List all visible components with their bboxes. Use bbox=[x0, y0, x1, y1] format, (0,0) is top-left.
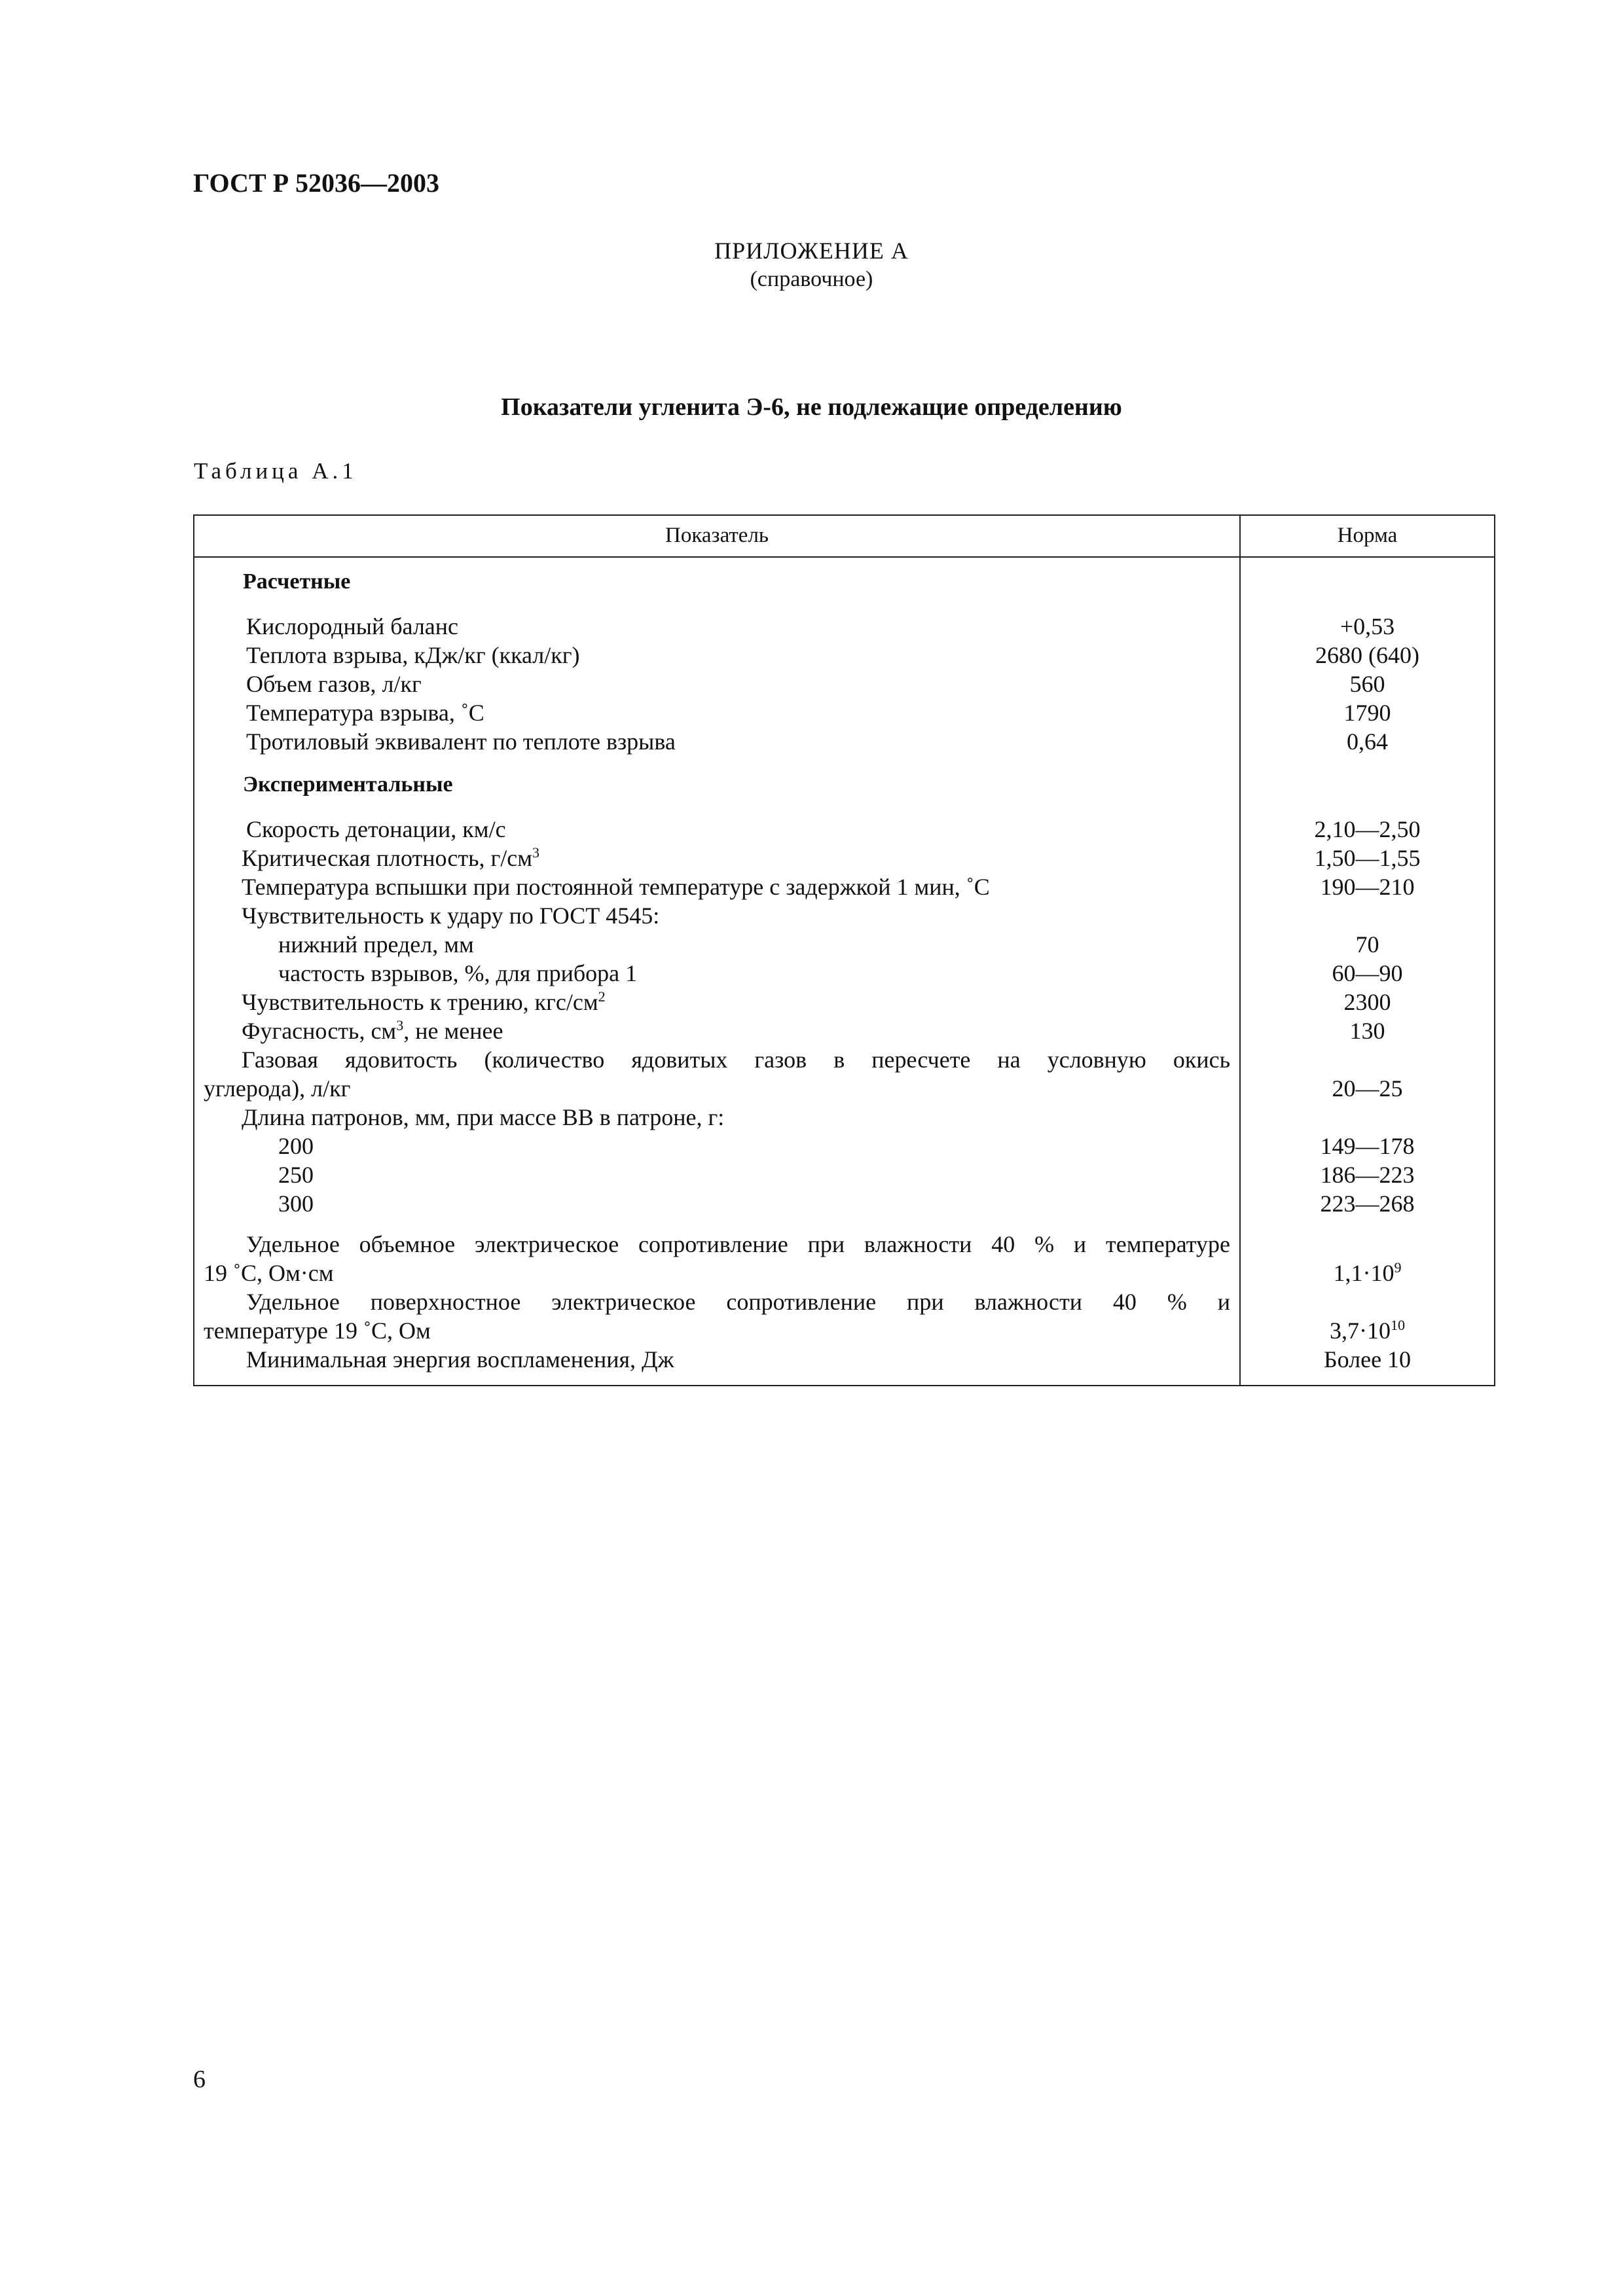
row-label: Кислородный баланс bbox=[246, 613, 459, 639]
row-value: 20—25 bbox=[1332, 1075, 1403, 1102]
column-header-indicator: Показатель bbox=[665, 524, 769, 547]
page-title: Показатели угленита Э-6, не подлежащие определению bbox=[501, 393, 1122, 421]
row-label: Газовая ядовитость (количество ядовитых газов в пересчете на условную окись bbox=[242, 1047, 1230, 1073]
row-label: Тротиловый эквивалент по теплоте взрыва bbox=[246, 728, 676, 755]
row-label: Удельное объемное электрическое сопротивление при влажности 40 % и температуре bbox=[246, 1231, 1230, 1257]
table-label: Таблица А.1 bbox=[194, 458, 357, 484]
row-value: 0,64 bbox=[1347, 728, 1388, 755]
row-label: Температура взрыва, ˚С bbox=[246, 700, 484, 726]
row-value: 2,10—2,50 bbox=[1314, 816, 1421, 842]
row-value: 130 bbox=[1349, 1018, 1385, 1044]
row-label: частость взрывов, %, для прибора 1 bbox=[278, 960, 638, 986]
row-value: $1,1\cdot 10^9$ bbox=[1333, 1259, 1402, 1286]
row-label: температуре 19 ˚С, Ом bbox=[204, 1318, 431, 1344]
row-label: Фугасность, $см^3$, не менее bbox=[242, 1017, 503, 1044]
row-label: Температура вспышки при постоянной температуре с задержкой 1 мин, ˚С bbox=[242, 874, 990, 900]
row-value: $3,7\cdot 10^{10}$ bbox=[1330, 1317, 1405, 1344]
row-value: 1790 bbox=[1343, 700, 1391, 726]
row-label: Скорость детонации, км/с bbox=[246, 816, 506, 842]
row-label: Теплота взрыва, кДж/кг (ккал/кг) bbox=[246, 642, 580, 668]
row-label: Критическая плотность, $г/см^3$ bbox=[242, 844, 540, 871]
row-value: 186—223 bbox=[1320, 1162, 1415, 1188]
row-value: 1,50—1,55 bbox=[1314, 845, 1421, 871]
section-heading-experimental: Экспериментальные bbox=[243, 772, 453, 797]
header-divider bbox=[194, 556, 1494, 558]
row-label: 300 bbox=[278, 1191, 314, 1217]
row-value: 190—210 bbox=[1320, 874, 1415, 900]
row-value: 70 bbox=[1355, 931, 1379, 958]
row-value: 60—90 bbox=[1332, 960, 1403, 986]
appendix-title: ПРИЛОЖЕНИЕ А bbox=[714, 238, 909, 264]
column-header-norm: Норма bbox=[1337, 524, 1398, 547]
row-label: Чувствительность к удару по ГОСТ 4545: bbox=[242, 903, 660, 929]
document-code: ГОСТ Р 52036—2003 bbox=[193, 168, 440, 198]
row-label: углерода), л/кг bbox=[204, 1075, 351, 1102]
row-value: 149—178 bbox=[1320, 1133, 1415, 1159]
row-label: Длина патронов, мм, при массе ВВ в патроне, г: bbox=[242, 1104, 725, 1130]
row-label: 250 bbox=[278, 1162, 314, 1188]
row-label: Объем газов, л/кг bbox=[246, 671, 422, 697]
row-value: 560 bbox=[1349, 671, 1385, 697]
section-heading-calculated: Расчетные bbox=[243, 569, 351, 594]
row-label: 200 bbox=[278, 1133, 314, 1159]
row-value: 223—268 bbox=[1320, 1191, 1415, 1217]
row-value: +0,53 bbox=[1340, 613, 1395, 639]
row-label: Чувствительность к трению, кгс/$см^2$ bbox=[242, 988, 606, 1015]
row-label: Удельное поверхностное электрическое сопротивление при влажности 40 % и bbox=[246, 1289, 1230, 1315]
indicators-table bbox=[193, 514, 1495, 1386]
row-label: нижний предел, мм bbox=[278, 931, 474, 958]
row-value: 2680 (640) bbox=[1315, 642, 1419, 668]
page-number: 6 bbox=[193, 2066, 206, 2093]
row-label: Минимальная энергия воспламенения, Дж bbox=[246, 1346, 674, 1372]
appendix-note: (справочное) bbox=[750, 267, 873, 291]
row-label: 19 ˚С, Ом·см bbox=[204, 1260, 334, 1286]
row-value: 2300 bbox=[1343, 989, 1391, 1015]
row-value: Более 10 bbox=[1323, 1346, 1412, 1372]
